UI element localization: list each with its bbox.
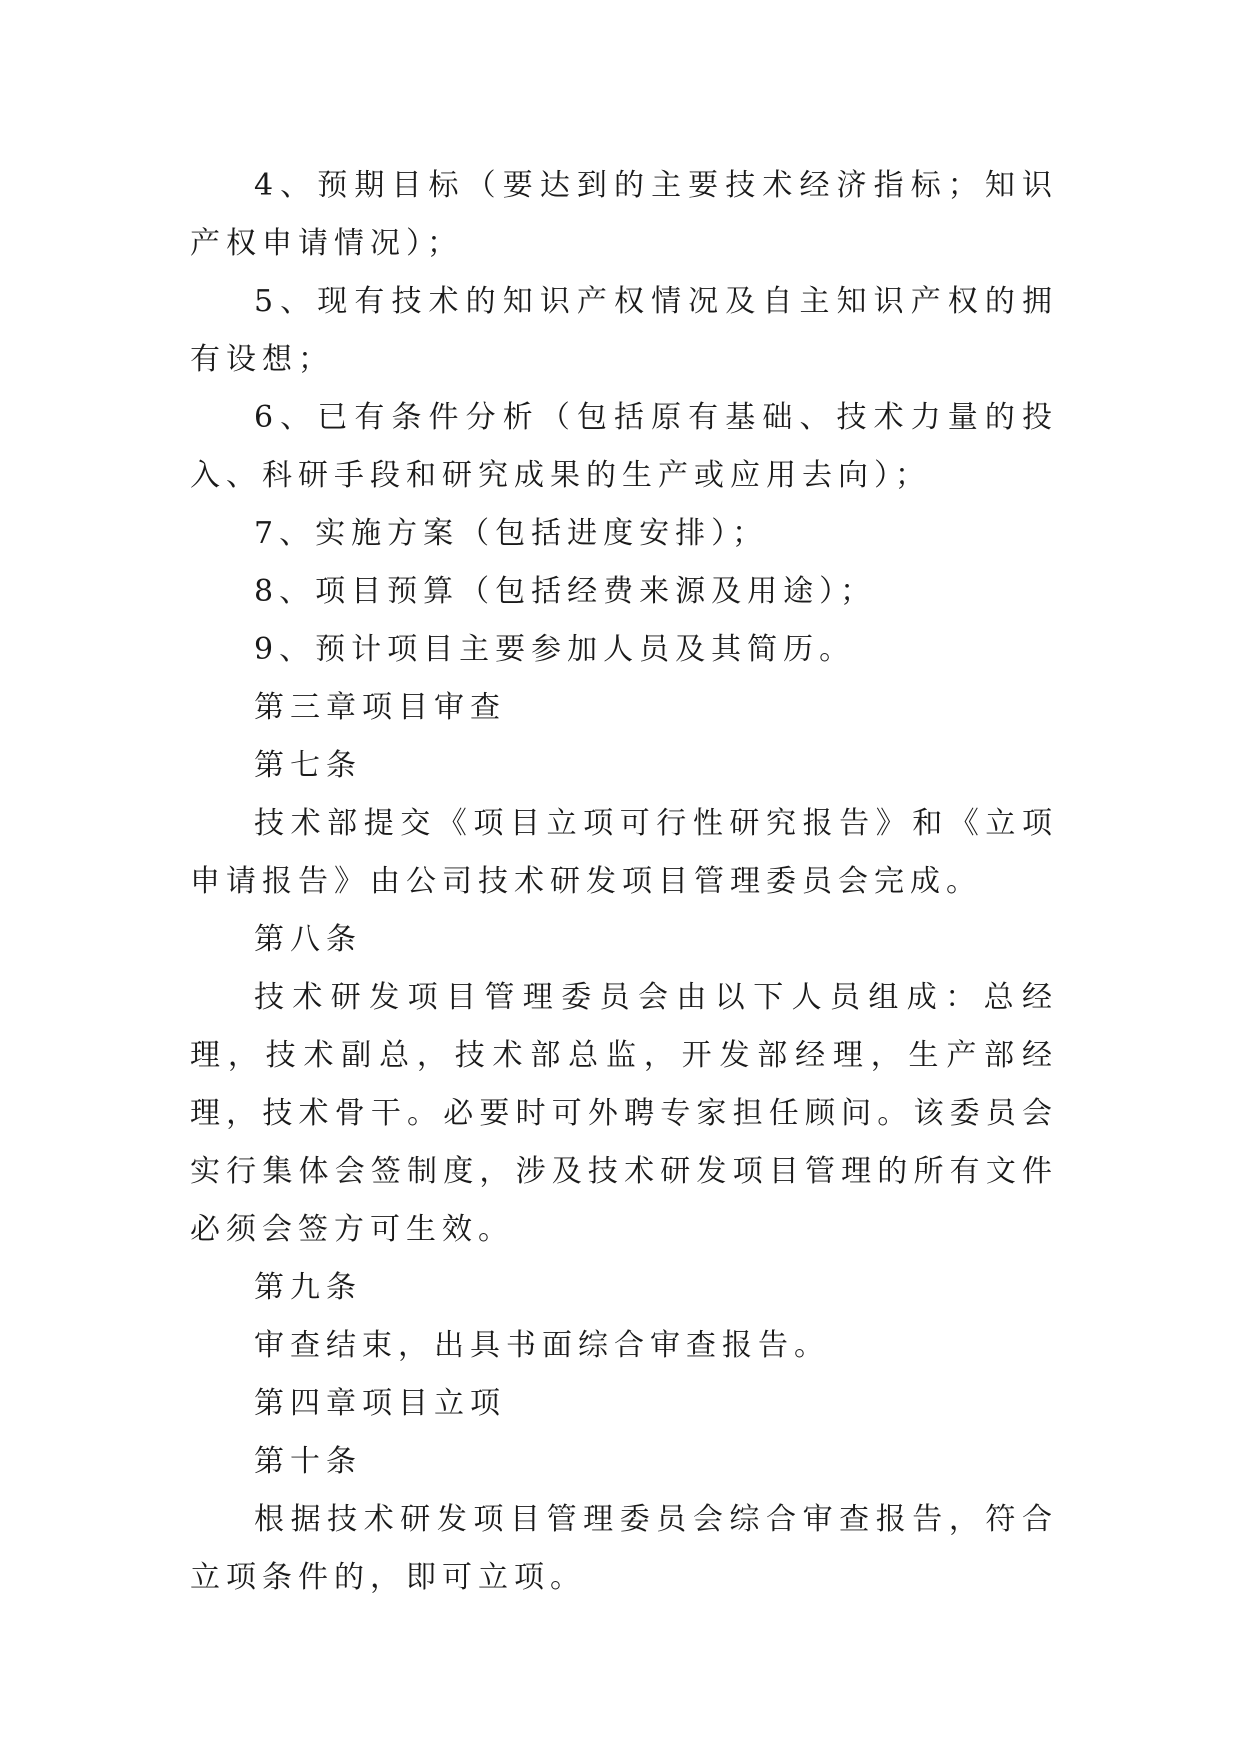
item-8-project-budget: 8、项目预算（包括经费来源及用途）； [254, 574, 877, 609]
article-9-text: 审查结束，出具书面综合审查报告。 [254, 1328, 830, 1363]
document-body [190, 157, 1058, 1607]
article-10-text: 根据技术研发项目管理委员会综合审查报告，符合立项条件的，即可立项。 [190, 1502, 1058, 1595]
chapter-3-heading: 第三章项目审查 [254, 690, 506, 725]
article-7-heading: 第七条 [254, 748, 362, 783]
article-8-text: 技术研发项目管理委员会由以下人员组成：总经理，技术副总，技术部总监，开发部经理，生产部经理，技术骨干。必要时可外聘专家担任顾问。该委员会实行集体会签制度，涉及技术研发项目管理的所有文件必须会签方可生效。 [190, 980, 1058, 1247]
article-7-text: 技术部提交《项目立项可行性研究报告》和《立项申请报告》由公司技术研发项目管理委员会完成。 [190, 806, 1058, 899]
item-4-expected-goals: 4、预期目标（要达到的主要技术经济指标；知识产权申请情况）； [190, 168, 1058, 261]
item-5-ip-status: 5、现有技术的知识产权情况及自主知识产权的拥有设想； [190, 284, 1058, 377]
item-9-participants: 9、预计项目主要参加人员及其简历。 [254, 632, 856, 667]
article-8-heading: 第八条 [254, 922, 362, 957]
chapter-4-heading: 第四章项目立项 [254, 1386, 506, 1421]
article-10-heading: 第十条 [254, 1444, 362, 1479]
item-6-conditions-analysis: 6、已有条件分析（包括原有基础、技术力量的投入、科研手段和研究成果的生产或应用去向）； [190, 400, 1058, 493]
item-7-implementation-plan: 7、实施方案（包括进度安排）； [254, 516, 769, 551]
article-9-heading: 第九条 [254, 1270, 362, 1305]
